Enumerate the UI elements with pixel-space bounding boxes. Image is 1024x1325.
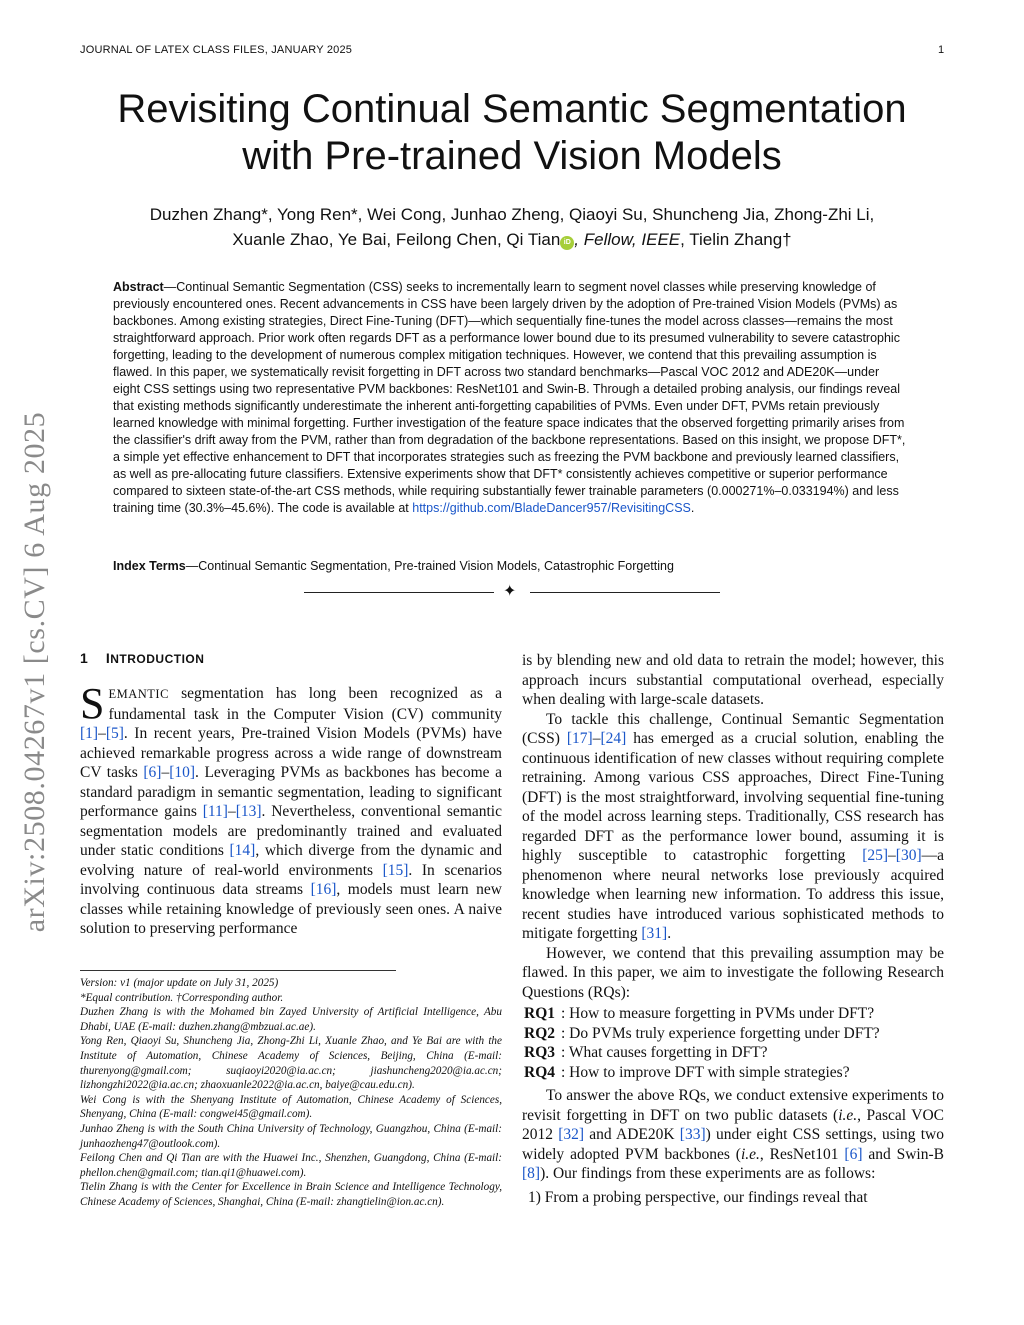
citation-link[interactable]: [11] <box>202 803 228 820</box>
title-line-2: with Pre-trained Vision Models <box>242 134 782 178</box>
divider-line-left <box>304 592 494 593</box>
intro-right-column <box>522 651 944 1207</box>
footnote: Wei Cong is with the Shenyang Institute of Automation, Chinese Academy of Sciences, Shenyang, China (E-mail: congwei45@gmail.com). <box>80 1093 502 1121</box>
citation-link[interactable]: [14] <box>229 842 256 859</box>
intro-text: , models must learn new classes while retaining knowledge of previously seen ones. A naive solution to preserving performance <box>80 881 502 937</box>
index-terms-text: —Continual Semantic Segmentation, Pre-trained Vision Models, Catastrophic Forgetting <box>185 559 674 573</box>
paragraph-text: – <box>888 847 896 864</box>
citation-link[interactable]: [16] <box>310 881 337 898</box>
intro-text: segmentation has long been recognized as a fundamental task in the Computer Vision (CV) community <box>108 685 502 723</box>
paragraph-text: , ResNet101 <box>759 1145 845 1163</box>
orcid-icon[interactable]: iD <box>560 236 574 250</box>
arxiv-sidebar-stamp <box>17 372 53 972</box>
citation-link[interactable]: [15] <box>382 861 409 879</box>
citation-link[interactable]: [30] <box>895 847 922 864</box>
footnotes <box>80 976 502 1210</box>
title-line-1: Revisiting Continual Semantic Segmentation <box>117 87 907 131</box>
footnote: *Equal contribution. †Corresponding author. <box>80 991 284 1004</box>
footnote: Yong Ren, Qiaoyi Su, Shuncheng Jia, Zhong-Zhi Li, Xuanle Zhao, and Ye Bai are with the Institute of Automation, Chinese Academy of Sciences, Beijing, China (E-mail: thurenyong@gmail.com; suqiaoyi2020@ia.ac.cn; jiashuncheng2020@ia.ac.cn; lizhongzhi2022@ia.ac.cn; zhaoxuanle2022@ia.ac.cn, baiye@cau.edu.cn). <box>80 1035 502 1092</box>
research-question <box>524 1043 944 1063</box>
divider-line-right <box>530 592 720 593</box>
paragraph-text: To tackle this challenge, Continual Semantic Segmentation (CSS) <box>522 710 944 747</box>
paragraph-text: . <box>667 925 672 942</box>
paragraph: is by blending new and old data to retrain the model; however, this approach incurs substantial computational overhead, especially when dealing with large-scale datasets. <box>522 652 944 708</box>
research-question <box>524 1063 944 1083</box>
authors-line-2 <box>80 227 944 252</box>
citation-link[interactable]: [10] <box>169 764 196 781</box>
authors-line-1: Duzhen Zhang*, Yong Ren*, Wei Cong, Junhao Zheng, Qiaoyi Su, Shuncheng Jia, Zhong-Zhi Li, <box>149 205 875 224</box>
rq-label: RQ4 <box>524 1063 555 1081</box>
rq-text: : Do PVMs truly experience forgetting under DFT? <box>561 1024 880 1042</box>
citation-link[interactable]: [32] <box>558 1126 585 1143</box>
rq-text: : What causes forgetting in DFT? <box>561 1044 768 1061</box>
footnote: Tielin Zhang is with the Center for Excellence in Brain Science and Intelligence Technology, Chinese Academy of Sciences, Shanghai, China (E-mail: zhangtielin@ion.ac.cn). <box>80 1181 502 1208</box>
intro-capsword: EMANTIC <box>108 687 169 701</box>
abstract-label: Abstract <box>113 280 164 294</box>
intro-text: , which diverge from the dynamic and evolving nature of real-world environments <box>80 842 502 879</box>
page-number: 1 <box>938 44 945 56</box>
index-terms-label: Index Terms <box>113 559 186 573</box>
footnote-rule <box>80 970 396 971</box>
author-list <box>80 202 944 252</box>
running-head: JOURNAL OF LATEX CLASS FILES, JANUARY 2025 <box>80 44 353 56</box>
paragraph-text: —a phenomenon where neural networks lose previously acquired knowledge when learning new information. To address this issue, recent studies have introduced various sophisticated methods to mitigate forgetting <box>522 847 944 942</box>
citation-link[interactable]: [24] <box>600 730 627 747</box>
rq-label: RQ1 <box>524 1005 555 1022</box>
paragraph-text: and ADE20K <box>584 1126 680 1143</box>
intro-text: – <box>98 725 106 742</box>
research-questions <box>524 1004 944 1082</box>
research-question <box>524 1004 944 1024</box>
authors-line-2-last: , Tielin Zhang† <box>680 230 792 249</box>
citation-link[interactable]: [17] <box>566 730 593 747</box>
footnote: Duzhen Zhang is with the Mohamed bin Zayed University of Artificial Intelligence, Abu Dhabi, UAE (E-mail: duzhen.zhang@mbzuai.ac.ae). <box>80 1006 502 1033</box>
intro-text: – <box>227 803 236 820</box>
paragraph-text: To answer the above RQs, we conduct extensive experiments to revisit forgetting in DFT on two public datasets ( <box>522 1087 944 1124</box>
citation-link[interactable]: [25] <box>862 847 889 864</box>
authors-line-2-names: Xuanle Zhao, Ye Bai, Feilong Chen, Qi Tian <box>232 230 561 249</box>
intro-text: . In recent years, Pre-trained Vision Models (PVMs) have achieved remarkable progress across a wide range of downstream CV tasks <box>80 725 502 781</box>
rq-text: : How to measure forgetting in PVMs under DFT? <box>561 1005 875 1022</box>
footnote: Junhao Zheng is with the South China University of Technology, Guangzhou, China (E-mail: junhaozheng47@outlook.com). <box>80 1122 502 1150</box>
rq-label: RQ2 <box>524 1024 555 1042</box>
paragraph: However, we contend that this prevailing assumption may be flawed. In this paper, we aim to investigate the following Research Questions (RQs): <box>522 944 944 1001</box>
paper-title <box>60 86 964 180</box>
intro-text: . In scenarios involving continuous data streams <box>80 861 502 898</box>
section-title-rest: NTRODUCTION <box>110 652 205 666</box>
paragraph-text: and Swin-B <box>862 1145 944 1163</box>
section-heading-introduction <box>80 650 204 666</box>
arxiv-identifier: arXiv:2508.04267v1 [cs.CV] 6 Aug 2025 <box>18 411 51 933</box>
citation-link[interactable]: [8] <box>522 1165 541 1182</box>
code-link[interactable]: https://github.com/BladeDancer957/RevisitingCSS <box>412 501 691 515</box>
divider-ornament-icon: ✦ <box>503 583 517 600</box>
abstract <box>113 279 908 517</box>
paragraph-text: i.e. <box>838 1106 858 1124</box>
footnote: Version: v1 (major update on July 31, 2025) <box>80 977 279 989</box>
drop-cap: S <box>80 679 105 728</box>
paragraph <box>522 710 944 944</box>
research-question <box>524 1024 944 1044</box>
section-title-initial: I <box>105 650 111 666</box>
abstract-end: . <box>690 501 695 515</box>
citation-link[interactable]: [31] <box>641 925 668 942</box>
intro-text: . Leveraging PVMs as backbones has become a standard paradigm in semantic segmentation, leading to significant performance gains <box>80 764 502 820</box>
intro-left-column <box>80 679 502 939</box>
citation-link[interactable]: [6] <box>844 1145 863 1163</box>
intro-text: – <box>161 764 170 781</box>
citation-link[interactable]: [1] <box>80 725 99 742</box>
section-number: 1 <box>80 650 89 666</box>
paragraph <box>522 1086 944 1184</box>
finding-item: 1) From a probing perspective, our findings reveal that <box>528 1188 868 1206</box>
rq-label: RQ3 <box>524 1044 555 1061</box>
citation-link[interactable]: [6] <box>143 764 162 781</box>
footnote: Feilong Chen and Qi Tian are with the Huawei Inc., Shenzhen, Guangdong, China (E-mail: phellon.chen@gmail.com; tian.qi1@huawei.com). <box>80 1152 502 1179</box>
author-fellow-title: , Fellow, IEEE <box>574 230 681 249</box>
paragraph-text: has emerged as a crucial solution, enabling the continuous identification of new classes without requiring complete retraining. Among various CSS approaches, Direct Fine-Tuning (DFT) is the most straightforward, involving sequential fine-tuning of the model across learning steps. Traditionally, CSS research has regarded DFT as the performance lower bound, assuming it is highly susceptible to catastrophic forgetting <box>522 730 944 864</box>
citation-link[interactable]: [33] <box>679 1126 706 1143</box>
paragraph-text: i.e. <box>740 1145 760 1163</box>
paragraph-text: ). Our findings from these experiments are as follows: <box>540 1165 876 1182</box>
citation-link[interactable]: [13] <box>235 803 262 820</box>
citation-link[interactable]: [5] <box>105 725 124 742</box>
paragraph-text: , Pascal VOC 2012 <box>522 1106 944 1143</box>
paragraph-text: ) under eight CSS settings, using two widely adopted PVM backbones ( <box>522 1126 945 1163</box>
intro-text: . Nevertheless, conventional semantic segmentation models are predominantly trained and evaluated under static conditions <box>80 803 502 859</box>
paragraph-text: – <box>592 730 601 747</box>
rq-text: : How to improve DFT with simple strategies? <box>561 1063 850 1081</box>
abstract-text: —Continual Semantic Segmentation (CSS) seeks to incrementally learn to segment novel classes while preserving knowledge of previously encountered ones. Recent advancements in CSS have been largely driven by the adoption of Pre-trained Vision Models (PVMs) as backbones. Among existing strategies, Direct Fine-Tuning (DFT)—which sequentially fine-tunes the model across classes—remains the most straightforward approach. Prior work often regards DFT as a performance lower bound due to its presumed vulnerability to severe catastrophic forgetting, leading to the development of numerous complex mitigation techniques. However, we contend that this prevailing assumption is flawed. In this paper, we systematically revisit forgetting in DFT across two standard benchmarks—Pascal VOC 2012 and ADE20K—under eight CSS settings using two representative PVM backbones: ResNet101 and Swin-B. Through a detailed probing analysis, our findings reveal that existing methods significantly underestimate the inherent anti-forgetting capabilities of PVMs. Even under DFT, PVMs retain previously learned knowledge with minimal forgetting. Further investigation of the feature space indicates that the observed forgetting primarily arises from the classifier's drift away from the PVM, rather than from degradation of the backbone representations. Based on this insight, we propose DFT*, a simple yet effective enhancement to DFT that incorporates strategies such as freezing the PVM backbone and previously learned classifiers, as well as pre-allocating future classifiers. Extensive experiments show that DFT* consistently achieves competitive or superior performance compared to sixteen state-of-the-art CSS methods, while requiring substantially fewer trainable parameters (0.000271%–0.033194%) and less training time (30.3%–45.6%). The code is available at <box>113 280 906 515</box>
index-terms <box>113 558 908 575</box>
